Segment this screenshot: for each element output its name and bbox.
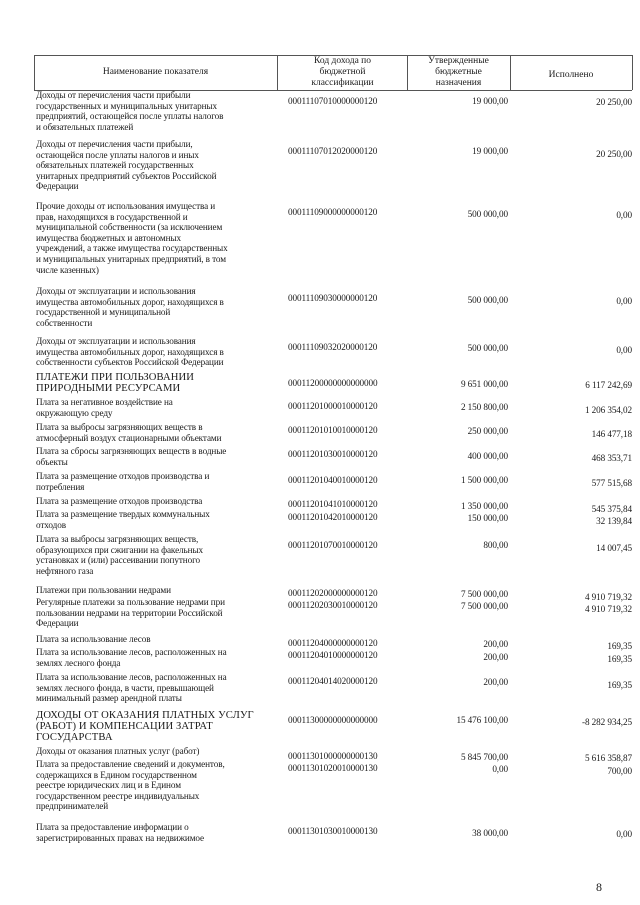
row-executed: 468 353,71 [591, 453, 632, 463]
row-name: Плата за предоставление сведений и документов, содержащихся в Едином государственном реестре юридических лиц и в Едином государственном реестре индивидуальных предпринимателей [36, 759, 225, 812]
row-code: 00011109032020000120 [288, 342, 378, 352]
row-name: Плата за предоставление информации о зарегистрированных правах на недвижимое [36, 822, 204, 843]
row-executed: 20 250,00 [596, 149, 632, 159]
row-code: 00011300000000000000 [288, 715, 378, 725]
row-code: 00011200000000000000 [288, 378, 378, 388]
row-name: Доходы от эксплуатации и использования имущества автомобильных дорог, находящихся в собственности субъектов Российской Федерации [36, 336, 224, 368]
row-approved: 500 000,00 [467, 343, 508, 353]
row-executed: 0,00 [616, 829, 632, 839]
row-code: 00011201040010000120 [288, 475, 378, 485]
row-name: Регулярные платежи за пользование недрами при пользовании недрами на территории Российской Федерации [36, 597, 225, 629]
row-approved: 19 000,00 [472, 146, 508, 156]
row-approved: 1 350 000,00 [460, 501, 508, 511]
row-executed: 4 910 719,32 [584, 592, 632, 602]
row-code: 00011201030010000120 [288, 449, 378, 459]
row-code: 00011301000000000130 [288, 751, 378, 761]
row-executed: 169,35 [607, 641, 632, 651]
row-code: 00011107012020000120 [288, 146, 378, 156]
header-name: Наименование показателя [102, 67, 209, 77]
row-name: Плата за негативное воздействие на окружающую среду [36, 397, 173, 418]
row-code: 00011204000000000120 [288, 638, 378, 648]
row-approved: 5 845 700,00 [460, 752, 508, 762]
row-approved: 200,00 [483, 639, 508, 649]
row-approved: 200,00 [483, 652, 508, 662]
row-approved: 7 500 000,00 [460, 601, 508, 611]
row-executed: 0,00 [616, 210, 632, 220]
row-approved: 250 000,00 [467, 426, 508, 436]
row-executed: 6 117 242,69 [585, 380, 632, 390]
row-approved: 38 000,00 [472, 828, 508, 838]
row-executed: 0,00 [616, 345, 632, 355]
row-executed: 14 007,45 [596, 543, 632, 553]
row-name: Плата за размещение отходов производства [36, 496, 203, 506]
row-code: 00011201000010000120 [288, 401, 378, 411]
row-name: Плата за выбросы загрязняющих веществ, образующихся при сжигании на факельных установках и (или) рассеивании попутного нефтяного газа [36, 534, 204, 576]
row-approved: 15 476 100,00 [456, 715, 508, 725]
row-name: Плата за использование лесов [36, 634, 151, 644]
row-code: 00011202000000000120 [288, 588, 378, 598]
row-approved: 0,00 [492, 764, 508, 774]
row-code: 00011204014020000120 [288, 676, 378, 686]
row-code: 00011202030010000120 [288, 600, 378, 610]
header-right-border [632, 55, 633, 90]
row-name: Прочие доходы от использования имущества и прав, находящихся в государственной и муниципальной собственности (за исключением имущества бюджетных и автономных учреждений, а также имущества государственных и муниципальных унитарных предприятий, в том числе казенных) [36, 201, 228, 275]
row-approved: 500 000,00 [467, 295, 508, 305]
row-executed: 20 250,00 [596, 97, 632, 107]
row-approved: 800,00 [483, 540, 508, 550]
row-name: Плата за использование лесов, расположенных на землях лесного фонда [36, 647, 227, 668]
row-executed: 545 375,84 [591, 504, 632, 514]
row-name: Плата за использование лесов, расположенных на землях лесного фонда, в части, превышающей минимальный размер арендной платы [36, 672, 227, 704]
row-approved: 150 000,00 [467, 513, 508, 523]
row-approved: 9 651 000,00 [460, 379, 508, 389]
row-code: 00011201042010000120 [288, 512, 378, 522]
row-code: 00011201010010000120 [288, 425, 378, 435]
row-code: 00011109030000000120 [288, 293, 378, 303]
row-name: Доходы от эксплуатации и использования имущества автомобильных дорог, находящихся в государственной и муниципальной собственности [36, 286, 224, 328]
row-name: Доходы от перечисления части прибыли государственных и муниципальных унитарных предприятий, остающейся после уплаты налогов и обязательных платежей [36, 90, 224, 132]
row-approved: 200,00 [483, 677, 508, 687]
row-executed: 4 910 719,32 [584, 604, 632, 614]
row-executed: 1 206 354,02 [584, 405, 632, 415]
row-code: 00011201041010000120 [288, 499, 378, 509]
row-name: Плата за сбросы загрязняющих веществ в водные объекты [36, 446, 227, 467]
row-executed: 5 616 358,87 [584, 753, 632, 763]
row-name: Доходы от перечисления части прибыли, остающейся после уплаты налогов и иных обязательных платежей государственных унитарных предприятий субъектов Российской Федерации [36, 139, 217, 192]
row-name: Плата за размещение отходов производства и потребления [36, 471, 210, 492]
header-divider-2 [407, 55, 408, 90]
header-executed: Исполнено [548, 70, 594, 80]
row-approved: 2 150 800,00 [460, 402, 508, 412]
row-code: 00011204010000000120 [288, 650, 378, 660]
row-name: ДОХОДЫ ОТ ОКАЗАНИЯ ПЛАТНЫХ УСЛУГ (РАБОТ) И КОМПЕНСАЦИИ ЗАТРАТ ГОСУДАРСТВА [36, 710, 254, 743]
row-approved: 19 000,00 [472, 96, 508, 106]
page-number: 8 [596, 880, 602, 894]
header-approved: Утвержденные бюджетные назначения [428, 56, 489, 88]
row-code: 00011201070010000120 [288, 540, 378, 550]
row-approved: 7 500 000,00 [460, 589, 508, 599]
row-executed: -8 282 934,25 [582, 717, 632, 727]
row-approved: 400 000,00 [467, 451, 508, 461]
row-code: 00011107010000000120 [288, 96, 378, 106]
row-name: ПЛАТЕЖИ ПРИ ПОЛЬЗОВАНИИ ПРИРОДНЫМИ РЕСУРСАМИ [36, 372, 195, 394]
row-executed: 146 477,18 [591, 429, 632, 439]
row-executed: 169,35 [607, 654, 632, 664]
row-name: Плата за размещение твердых коммунальных отходов [36, 509, 210, 530]
row-name: Платежи при пользовании недрами [36, 585, 171, 595]
row-executed: 700,00 [607, 766, 632, 776]
row-code: 00011109000000000120 [288, 207, 378, 217]
row-approved: 500 000,00 [467, 209, 508, 219]
row-name: Доходы от оказания платных услуг (работ) [36, 746, 200, 756]
row-code: 00011301030010000130 [288, 826, 378, 836]
row-executed: 169,35 [607, 680, 632, 690]
row-approved: 1 500 000,00 [460, 475, 508, 485]
row-name: Плата за выбросы загрязняющих веществ в атмосферный воздух стационарными объектами [36, 422, 222, 443]
header-divider-1 [277, 55, 278, 90]
header-code: Код дохода по бюджетной классификации [311, 56, 374, 88]
row-executed: 32 139,84 [596, 516, 632, 526]
row-executed: 0,00 [616, 296, 632, 306]
row-code: 00011301020010000130 [288, 763, 378, 773]
row-executed: 577 515,68 [591, 478, 632, 488]
